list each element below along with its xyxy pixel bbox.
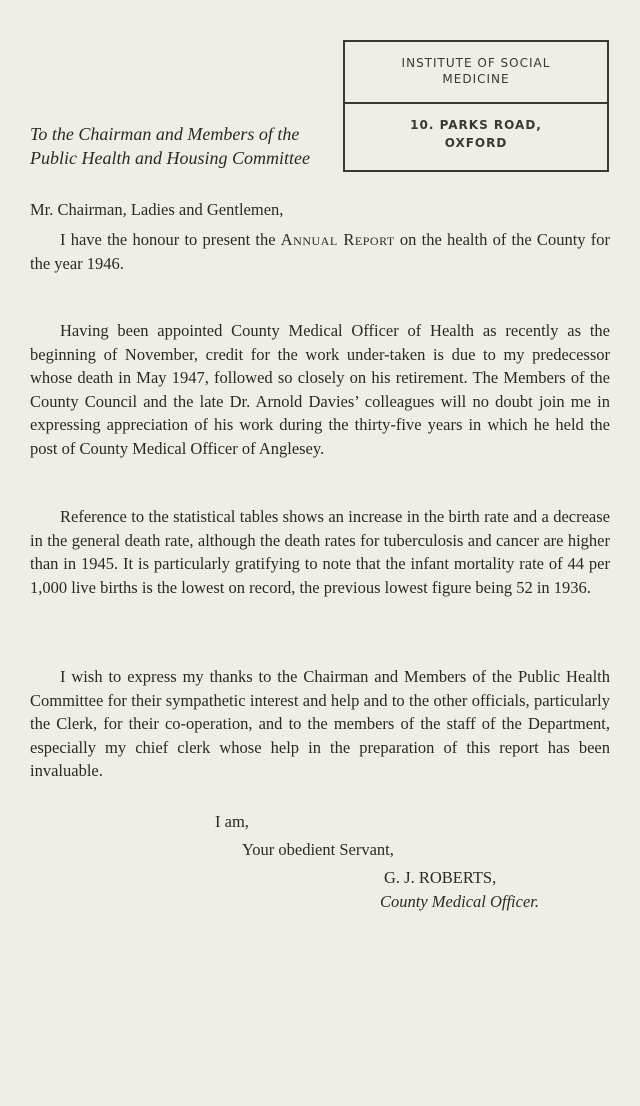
- paragraph-thanks: I wish to express my thanks to the Chairman and Members of the Public Health Committee for their sympathetic interest and help and to the other officials, particularly the Clerk, for their co-operation, and to the members of the staff of the Department, especially my chief clerk whose help in the preparation of this report has been invaluable.: [30, 667, 610, 780]
- addressee-block: [30, 122, 310, 170]
- closing-i-am: I am,: [215, 812, 249, 831]
- stamp-address-line: 10. PARKS ROAD,: [410, 118, 542, 132]
- paragraph-appointment: Having been appointed County Medical Officer of Health as recently as the beginning of November, credit for the work under-taken is due to my predecessor whose death in May 1947, followed so closely on his retirement. The Members of the County Council and the late Dr. Arnold Davies’ colleagues will no doubt join me in expressing appreciation of his work during the thirty-five years in which he held the post of County Medical Officer of Anglesey.: [30, 321, 610, 458]
- annual-report-caps: Annual Report: [280, 230, 395, 249]
- intro-text-start: I have the honour to present the: [60, 230, 281, 249]
- stamp-city-line: OXFORD: [444, 136, 508, 150]
- paragraph-statistics: Reference to the statistical tables shows an increase in the birth rate and a decrease in the general death rate, although the death rates for tuberculosis and cancer are higher than in 1945. It is particularly gratifying to note that the infant mortality rate of 44 per 1,000 live births is the lowest on record, the previous lowest figure being 52 in 1936.: [30, 507, 610, 597]
- addressee-line-2: Public Health and Housing Committee: [30, 148, 310, 168]
- library-stamp: [343, 40, 609, 172]
- signatory-title: County Medical Officer.: [380, 892, 540, 911]
- salutation: Mr. Chairman, Ladies and Gentlemen,: [30, 200, 284, 219]
- paragraph-intro: [30, 228, 610, 275]
- stamp-institute-line: INSTITUTE OF SOCIAL: [401, 56, 551, 70]
- stamp-medicine-line: MEDICINE: [442, 72, 510, 86]
- stamp-divider: [345, 102, 607, 104]
- signatory-name: G. J. ROBERTS,: [384, 868, 497, 887]
- closing-obedient-servant: Your obedient Servant,: [242, 840, 394, 859]
- intro-text-end: on the health of the County for the year 1946.: [30, 230, 610, 273]
- addressee-line-1: To the Chairman and Members of the: [30, 124, 300, 144]
